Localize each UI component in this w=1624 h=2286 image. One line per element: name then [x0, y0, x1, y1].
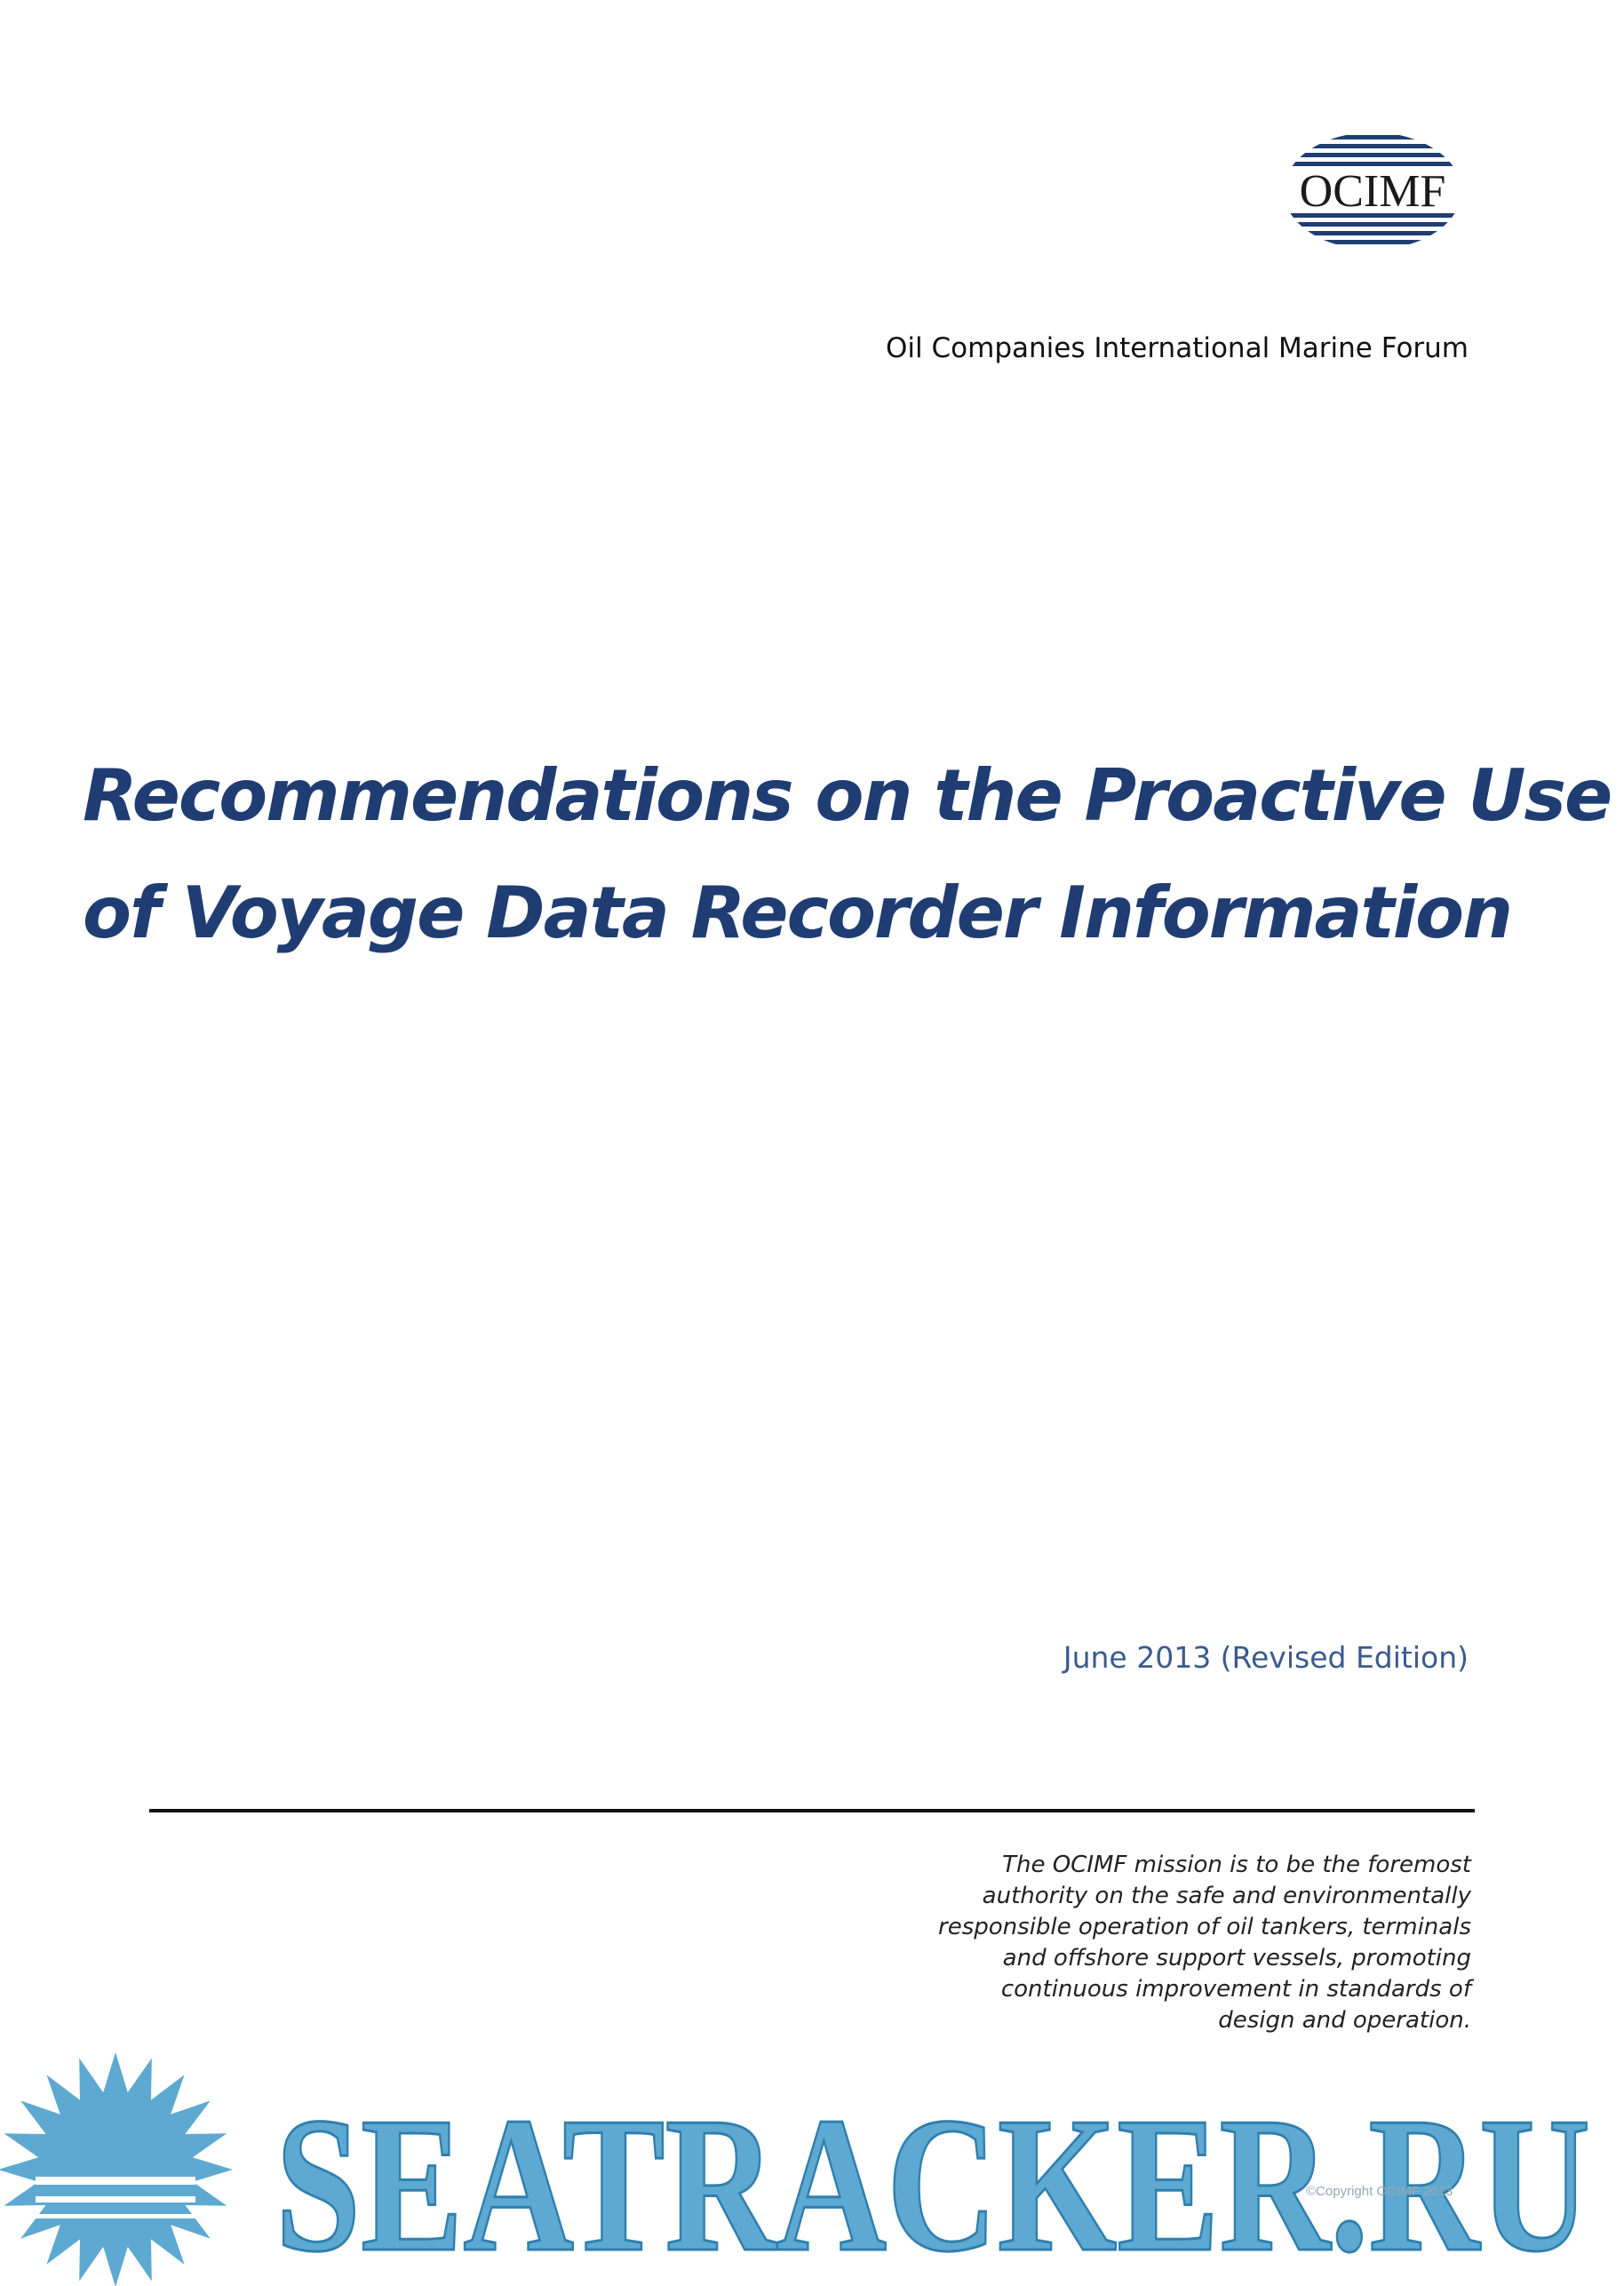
organization-name: Oil Companies International Marine Forum — [886, 332, 1469, 364]
mission-line: The OCIMF mission is to be the foremost — [1002, 1852, 1471, 1878]
mission-line: design and operation. — [1218, 2007, 1471, 2034]
edition-date: June 2013 (Revised Edition) — [1063, 1640, 1469, 1675]
mission-line: authority on the safe and environmentally — [982, 1883, 1471, 1909]
watermark-text: SEATRACKER.RU — [275, 2078, 1590, 2286]
copyright: ©Copyright OCIMF 2013 — [1306, 2184, 1453, 2199]
ocimf-logo — [1279, 124, 1466, 258]
divider — [149, 1809, 1475, 1812]
mission-statement — [832, 1850, 1471, 2036]
logo-text: OCIMF — [1299, 166, 1446, 217]
mission-line: and offshore support vessels, promoting — [1002, 1945, 1471, 1971]
watermark — [0, 2043, 1624, 2286]
mission-line: responsible operation of oil tankers, terminals — [938, 1914, 1471, 1940]
document-title — [83, 737, 1612, 972]
title-line: of Voyage Data Recorder Information — [83, 872, 1512, 954]
mission-line: continuous improvement in standards of — [1000, 1976, 1471, 2003]
sun-icon — [0, 2052, 233, 2286]
title-line: Recommendations on the Proactive Use — [83, 754, 1612, 837]
